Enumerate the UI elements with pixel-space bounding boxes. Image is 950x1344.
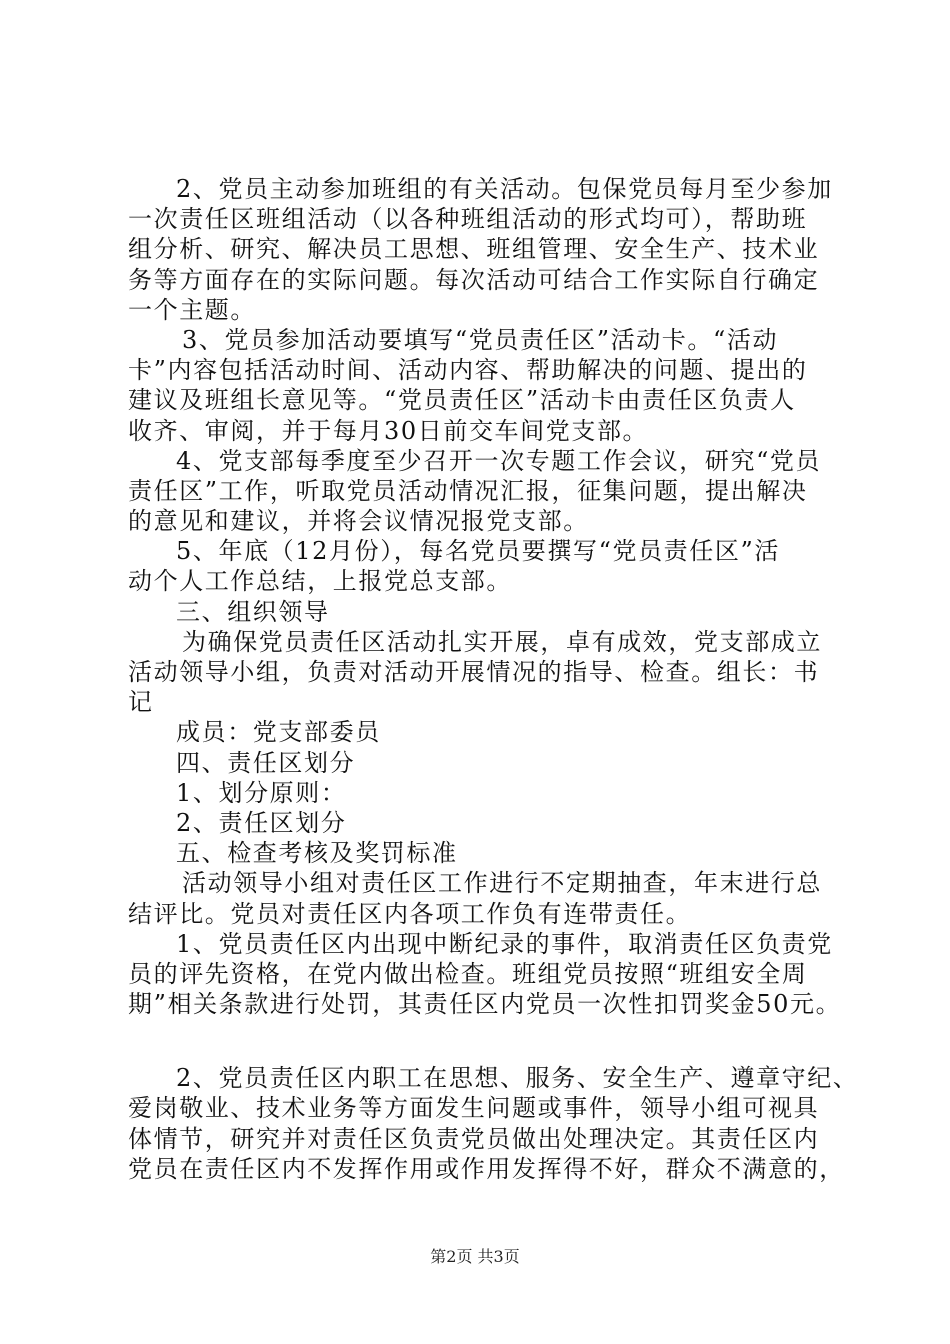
text-line: 的意见和建议，并将会议情况报党支部。 (128, 507, 589, 536)
text-line: 2、党员主动参加班组的有关活动。包保党员每月至少参加 (176, 175, 833, 203)
text-line: 五、检查考核及奖罚标准 (176, 839, 458, 868)
text-line: 四、责任区划分 (176, 748, 356, 777)
text-line: 三、组织领导 (176, 597, 330, 626)
text-line: 3、党员参加活动要填写“党员责任区”活动卡。“活动 (182, 325, 779, 354)
text-line: 员的评先资格，在党内做出检查。班组党员按照“班组安全周 (128, 959, 808, 988)
text-line: 收齐、审阅，并于每月30日前交车间党支部。 (128, 416, 649, 445)
text-line: 活动领导小组，负责对活动开展情况的指导、检查。组长：书 (128, 658, 820, 686)
text-line: 建议及班组长意见等。“党员责任区”活动卡由责任区负责人 (128, 386, 796, 415)
text-line: 期”相关条款进行处罚，其责任区内党员一次性扣罚奖金50元。 (128, 990, 842, 1019)
text-line: 记 (128, 688, 154, 717)
text-line: 一次责任区班组活动（以各种班组活动的形式均可），帮助班 (128, 205, 808, 234)
document-body (128, 174, 859, 1184)
text-line: 活动领导小组对责任区工作进行不定期抽查，年末进行总 (182, 869, 822, 898)
text-line: 为确保党员责任区活动扎实开展，卓有成效，党支部成立 (182, 627, 822, 656)
text-line: 爱岗敬业、技术业务等方面发生问题或事件，领导小组可视具 (128, 1094, 820, 1123)
text-line: 结评比。党员对责任区内各项工作负有连带责任。 (128, 899, 692, 928)
text-line: 1、党员责任区内出现中断纪录的事件，取消责任区负责党 (176, 929, 833, 958)
text-line: 体情节，研究并对责任区负责党员做出处理决定。其责任区内 (128, 1124, 820, 1153)
text-line: 1、划分原则： (176, 778, 347, 807)
text-line: 党员在责任区内不发挥作用或作用发挥得不好，群众不满意的， (128, 1154, 845, 1183)
text-line: 一个主题。 (128, 295, 256, 324)
text-line: 4、党支部每季度至少召开一次专题工作会议，研究“党员 (176, 446, 822, 475)
text-line: 动个人工作总结，上报党总支部。 (128, 567, 512, 596)
text-line: 卡”内容包括活动时间、活动内容、帮助解决的问题、提出的 (128, 356, 808, 385)
text-line: 5、年底（12月份），每名党员要撰写“党员责任区”活 (176, 537, 780, 566)
text-line: 组分析、研究、解决员工思想、班组管理、安全生产、技术业 (128, 235, 820, 264)
text-line: 责任区”工作，听取党员活动情况汇报，征集问题，提出解决 (128, 476, 808, 505)
text-line: 成员：党支部委员 (176, 718, 381, 747)
text-line: 2、党员责任区内职工在思想、服务、安全生产、遵章守纪、 (176, 1064, 859, 1093)
paragraph-gap (128, 1019, 848, 1063)
page-footer: 第2页 共3页 (430, 1247, 520, 1266)
text-line: 务等方面存在的实际问题。每次活动可结合工作实际自行确定 (128, 265, 820, 294)
text-line: 2、责任区划分 (176, 808, 347, 837)
